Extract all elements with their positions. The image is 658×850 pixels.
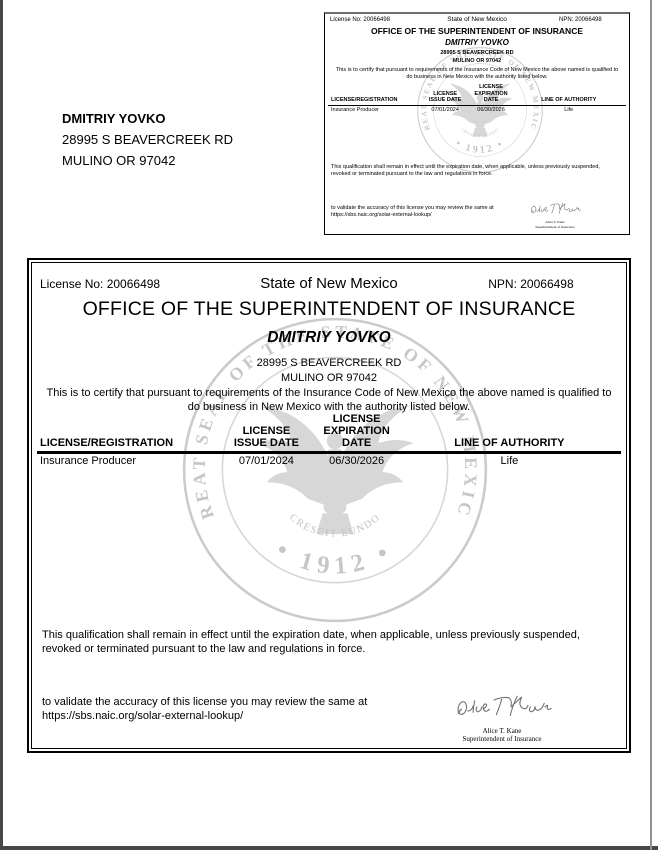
cell-issue-date: 07/01/2024: [238, 455, 294, 467]
qualification-statement: This qualification shall remain in effect until the expiration date, when applicable, unless previously suspended, revoked or terminated pursuant to the law and regulations in force.: [42, 629, 580, 655]
signature-block: [427, 690, 577, 743]
cell-expiration-date: 06/30/2026: [329, 455, 385, 467]
header-license-registration: LICENSE/REGISTRATION: [331, 97, 398, 103]
cell-line-of-authority: Life: [564, 106, 574, 113]
qualification-statement: This qualification shall remain in effect until the expiration date, when applicable, unless previously suspended, revoked or terminated pursuant to the law and regulations in force.: [331, 164, 600, 177]
header-issue-date: [218, 425, 314, 449]
signer-title: Superintendent of Insurance: [535, 224, 575, 229]
license-number: License No: 20066498: [40, 277, 161, 291]
table-row: [325, 106, 629, 114]
page-edge-bottom: [0, 846, 658, 850]
validate-text: to validate the accuracy of this license you may review the same at: [331, 205, 494, 211]
signer-title: Superintendent of Insurance: [462, 735, 542, 743]
office-title: OFFICE OF THE SUPERINTENDENT OF INSURANCE: [370, 26, 584, 36]
mailing-name: DMITRIY YOVKO: [62, 111, 166, 126]
office-title: OFFICE OF THE SUPERINTENDENT OF INSURANCE: [82, 298, 576, 320]
header-expiration-date: [314, 413, 398, 449]
state-name: State of New Mexico: [260, 275, 398, 292]
certificate-large: [27, 258, 631, 753]
table-row: [32, 454, 626, 468]
header-issue-date-line2: ISSUE DATE: [428, 97, 462, 103]
certificate-large-inner: [31, 262, 627, 749]
signature-block: [505, 200, 605, 229]
licensee-address-line2: MULINO OR 97042: [452, 58, 502, 64]
certify-statement: This is to certify that pursuant to requirements of the Insurance Code of New Mexico the above named is qualified to do business in New Mexico with the authority listed below.: [46, 387, 612, 413]
mailing-address-line1: 28995 S BEAVERCREEK RD: [62, 132, 233, 147]
header-expiration-line2: EXPIRATION: [474, 90, 508, 97]
certificate-meta-row: [325, 16, 629, 25]
header-expiration-line2: EXPIRATION: [323, 425, 390, 437]
license-table-header: [32, 413, 626, 449]
licensee-address-line2: MULINO OR 97042: [281, 372, 377, 384]
mailing-address-block: [62, 108, 233, 171]
licensee-name: DMITRIY YOVKO: [445, 38, 509, 47]
header-issue-date-line2: ISSUE DATE: [233, 437, 300, 449]
header-line-of-authority: LINE OF AUTHORITY: [454, 437, 565, 449]
signer-name: Alice T. Kane: [545, 220, 565, 224]
cell-line-of-authority: Life: [500, 455, 519, 467]
header-issue-date-line1: LICENSE: [242, 425, 291, 437]
mailing-address-line2: MULINO OR 97042: [62, 153, 176, 168]
license-number: License No: 20066498: [330, 17, 391, 23]
validate-url[interactable]: https://sbs.naic.org/solar-external-lookup/: [42, 710, 244, 722]
header-issue-date: [421, 91, 470, 104]
header-expiration-line1: LICENSE: [332, 413, 381, 425]
header-line-of-authority: LINE OF AUTHORITY: [541, 97, 597, 103]
validate-block: [331, 205, 494, 219]
licensee-address-line1: 28995 S BEAVERCREEK RD: [440, 50, 514, 56]
npn-number: NPN: 20066498: [488, 277, 574, 291]
cell-expiration-date: 06/30/2026: [477, 106, 505, 113]
header-expiration-line3: DATE: [342, 437, 372, 449]
header-expiration-line3: DATE: [483, 97, 499, 103]
header-license-registration: LICENSE/REGISTRATION: [40, 437, 174, 449]
certificate-meta-row: [32, 275, 626, 293]
header-expiration-date: [470, 84, 513, 104]
signer-name: Alice T. Kane: [482, 727, 522, 735]
licensee-address-line1: 28995 S BEAVERCREEK RD: [256, 357, 402, 369]
state-name: State of New Mexico: [447, 16, 507, 23]
cell-issue-date: 07/01/2024: [431, 106, 459, 113]
header-issue-date-line1: LICENSE: [433, 90, 458, 97]
certify-statement: This is to certify that pursuant to requirements of the Insurance Code of New Mexico the above named is qualified to do business in New Mexico with the authority listed below.: [335, 67, 619, 80]
licensee-name: DMITRIY YOVKO: [267, 329, 391, 346]
page-edge-right: [650, 0, 652, 850]
page-edge-left: [0, 0, 3, 850]
license-table-header: [325, 84, 629, 104]
license-table: [325, 84, 629, 114]
npn-number: NPN: 20066498: [559, 17, 602, 23]
cell-license-registration: Insurance Producer: [331, 106, 379, 113]
signature-image: [527, 200, 583, 218]
validate-block: [42, 695, 367, 723]
license-table: [32, 413, 626, 468]
validate-url[interactable]: https://sbs.naic.org/solar-external-lookup/: [331, 212, 432, 218]
certificate-small: [324, 12, 630, 235]
signature-image: [450, 690, 555, 724]
cell-license-registration: Insurance Producer: [40, 455, 136, 467]
header-expiration-line1: LICENSE: [479, 84, 503, 90]
validate-text: to validate the accuracy of this license you may review the same at: [42, 696, 368, 708]
